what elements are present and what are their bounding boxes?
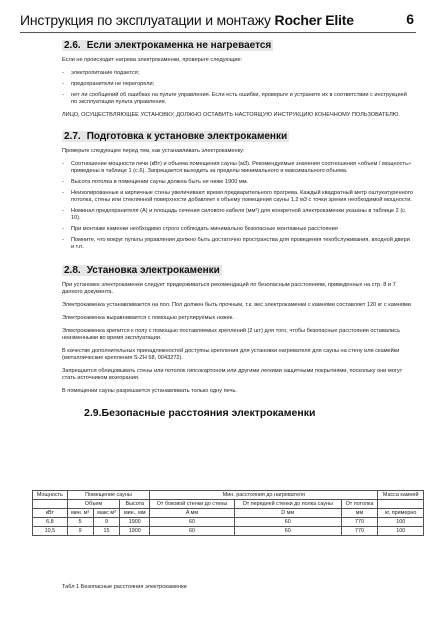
page-header [20,8,416,33]
header-front-wall: От передней стенки до полка сауны [234,500,341,509]
paragraph: В помещении сауны разрешается устанавливать только одну печь. [62,388,237,394]
list-item: - Помните, что вокруг пульты управления должно быть достаточно пространства для проведения техобслуживания, входной двери и т.п. [62,237,410,250]
header-stone-mass: Масса камней [378,491,424,500]
paragraph: Запрещается облицовывать стены или потолок гипсокартоном или другими легкими защитными покрытиями, поскольку они могут стать источником возгорания. [62,368,403,381]
paragraph: Электрокаменка выравнивается с помощью регулируемых ножек. [62,315,234,321]
list-item: - При монтаже каменки необходимо строго соблюдать минимально безопасные монтажные расстояния [62,226,338,232]
section-intro: Проверьте следующее перед тем, как устанавливать электрокаменку: [62,148,245,154]
installer-note: ЛИЦО, ОСУЩЕСТВЛЯЮЩЕЕ УСТАНОВКУ, ДОЛЖНО ОСТАВИТЬ НАСТОЯЩУЮ ИНСТРУКЦИЮ КОНЕЧНОМУ ПОЛЬЗОВАТЕЛЮ. [62,112,400,118]
checklist [62,70,414,106]
list-item: - Соотношение мощности печи (кВт) и объема помещения сауны (м3). Рекомендуемые значения соотношения «объем / мощность» приведены в таблице 1 (с.6). Запрещается выходить за пределы минимального и максимального объема. [62,161,412,174]
paragraph: Электрокаменка крепится к полу с помощью поставляемых креплений (2 шт) для того, чтобы безопасные расстояния оставались неизменными во время эксплуатации. [62,328,400,341]
list-item: - нет ли сообщений об ошибках на пульте управления. Если есть ошибки, проверьте и устраните их в соответствии с инструкцией по эксплуатации пульта управления. [62,92,407,105]
list-item: - Неизолированные и кирпичные стены увеличивают время предварительного прогрева. Каждый квадратный метр оштукатуренного потолка, стены или стеклянной поверхности добавляет к объему помещения сауны 1,2 м3 с точки зрения необходимой мощности. [62,190,413,203]
section-heading-2-9: 2.9.Безопасные расстояния электрокаменки [84,407,316,419]
header-room: Помещение сауны [67,491,150,500]
table-header-row [33,500,424,509]
paragraph: Электрокаменка устанавливается на пол. Пол должен быть прочным, т.к. вес электрокаменки с камнями составляет 120 кг с камнями [62,302,411,308]
list-item: - электропитание подается; [62,70,140,76]
section-intro: Если не происходит нагрева электрокаменки, проверьте следующие: [62,57,243,63]
paragraph: При установке электрокаменки следует придерживаться рекомендаций по безопасным расстояниям, приведенных на стр. 8 и 7 данного документа. [62,282,396,295]
paragraph: В качестве дополнительных принадлежностей доступны крепления для установки нагревателя для сауны на стену или скамейки (металлические крепления S-ZH 58, 0043272). [62,348,400,361]
table-unit-row: кВт мин. м³ макс м³ мин., мм A мм D мм мм кг, примерно [33,509,424,518]
brand-name: Rocher Elite [274,12,354,28]
page-number: 6 [406,11,414,27]
table-row: 10,5 9 15 1900 60 60 770 100 [33,527,424,536]
table-caption: Табл 1 Безопасные расстояния электрокаменки [62,584,187,590]
header-side-wall: От боковой стенки до стены [150,500,235,509]
section-heading-2-7: 2.7. Подготовка к установке электрокаменки [64,131,288,142]
table-row: 6,8 5 9 1900 60 60 770 100 [33,518,424,527]
header-height: Высота [120,500,150,509]
document-title: Инструкция по эксплуатации и монтажу Rocher Elite [20,12,354,28]
table-header-row [33,491,424,500]
header-volume: Объем [67,500,120,509]
list-item: - Номинал предохранителя (А) и площадь сечения силового кабеля (мм²) для конкретной электрокаменки указаны в таблице 2 (с. 10). [62,208,407,221]
section-heading-2-8: 2.8. Установка электрокаменки [64,265,220,276]
header-min-distance: Мин. расстояния до нагревателя [150,491,378,500]
list-item: - Высота потолка в помещении сауны должна быть не ниже 1900 мм. [62,179,249,185]
main-content [62,40,414,425]
list-item: - предохранители не перегорели; [62,81,155,87]
safety-distances-table [32,490,424,536]
section-heading-2-6: 2.6. Если электрокаменка не нагревается [64,40,272,51]
checklist [62,161,414,251]
header-ceiling: От потолка [341,500,378,509]
header-power: Мощность [33,491,68,500]
